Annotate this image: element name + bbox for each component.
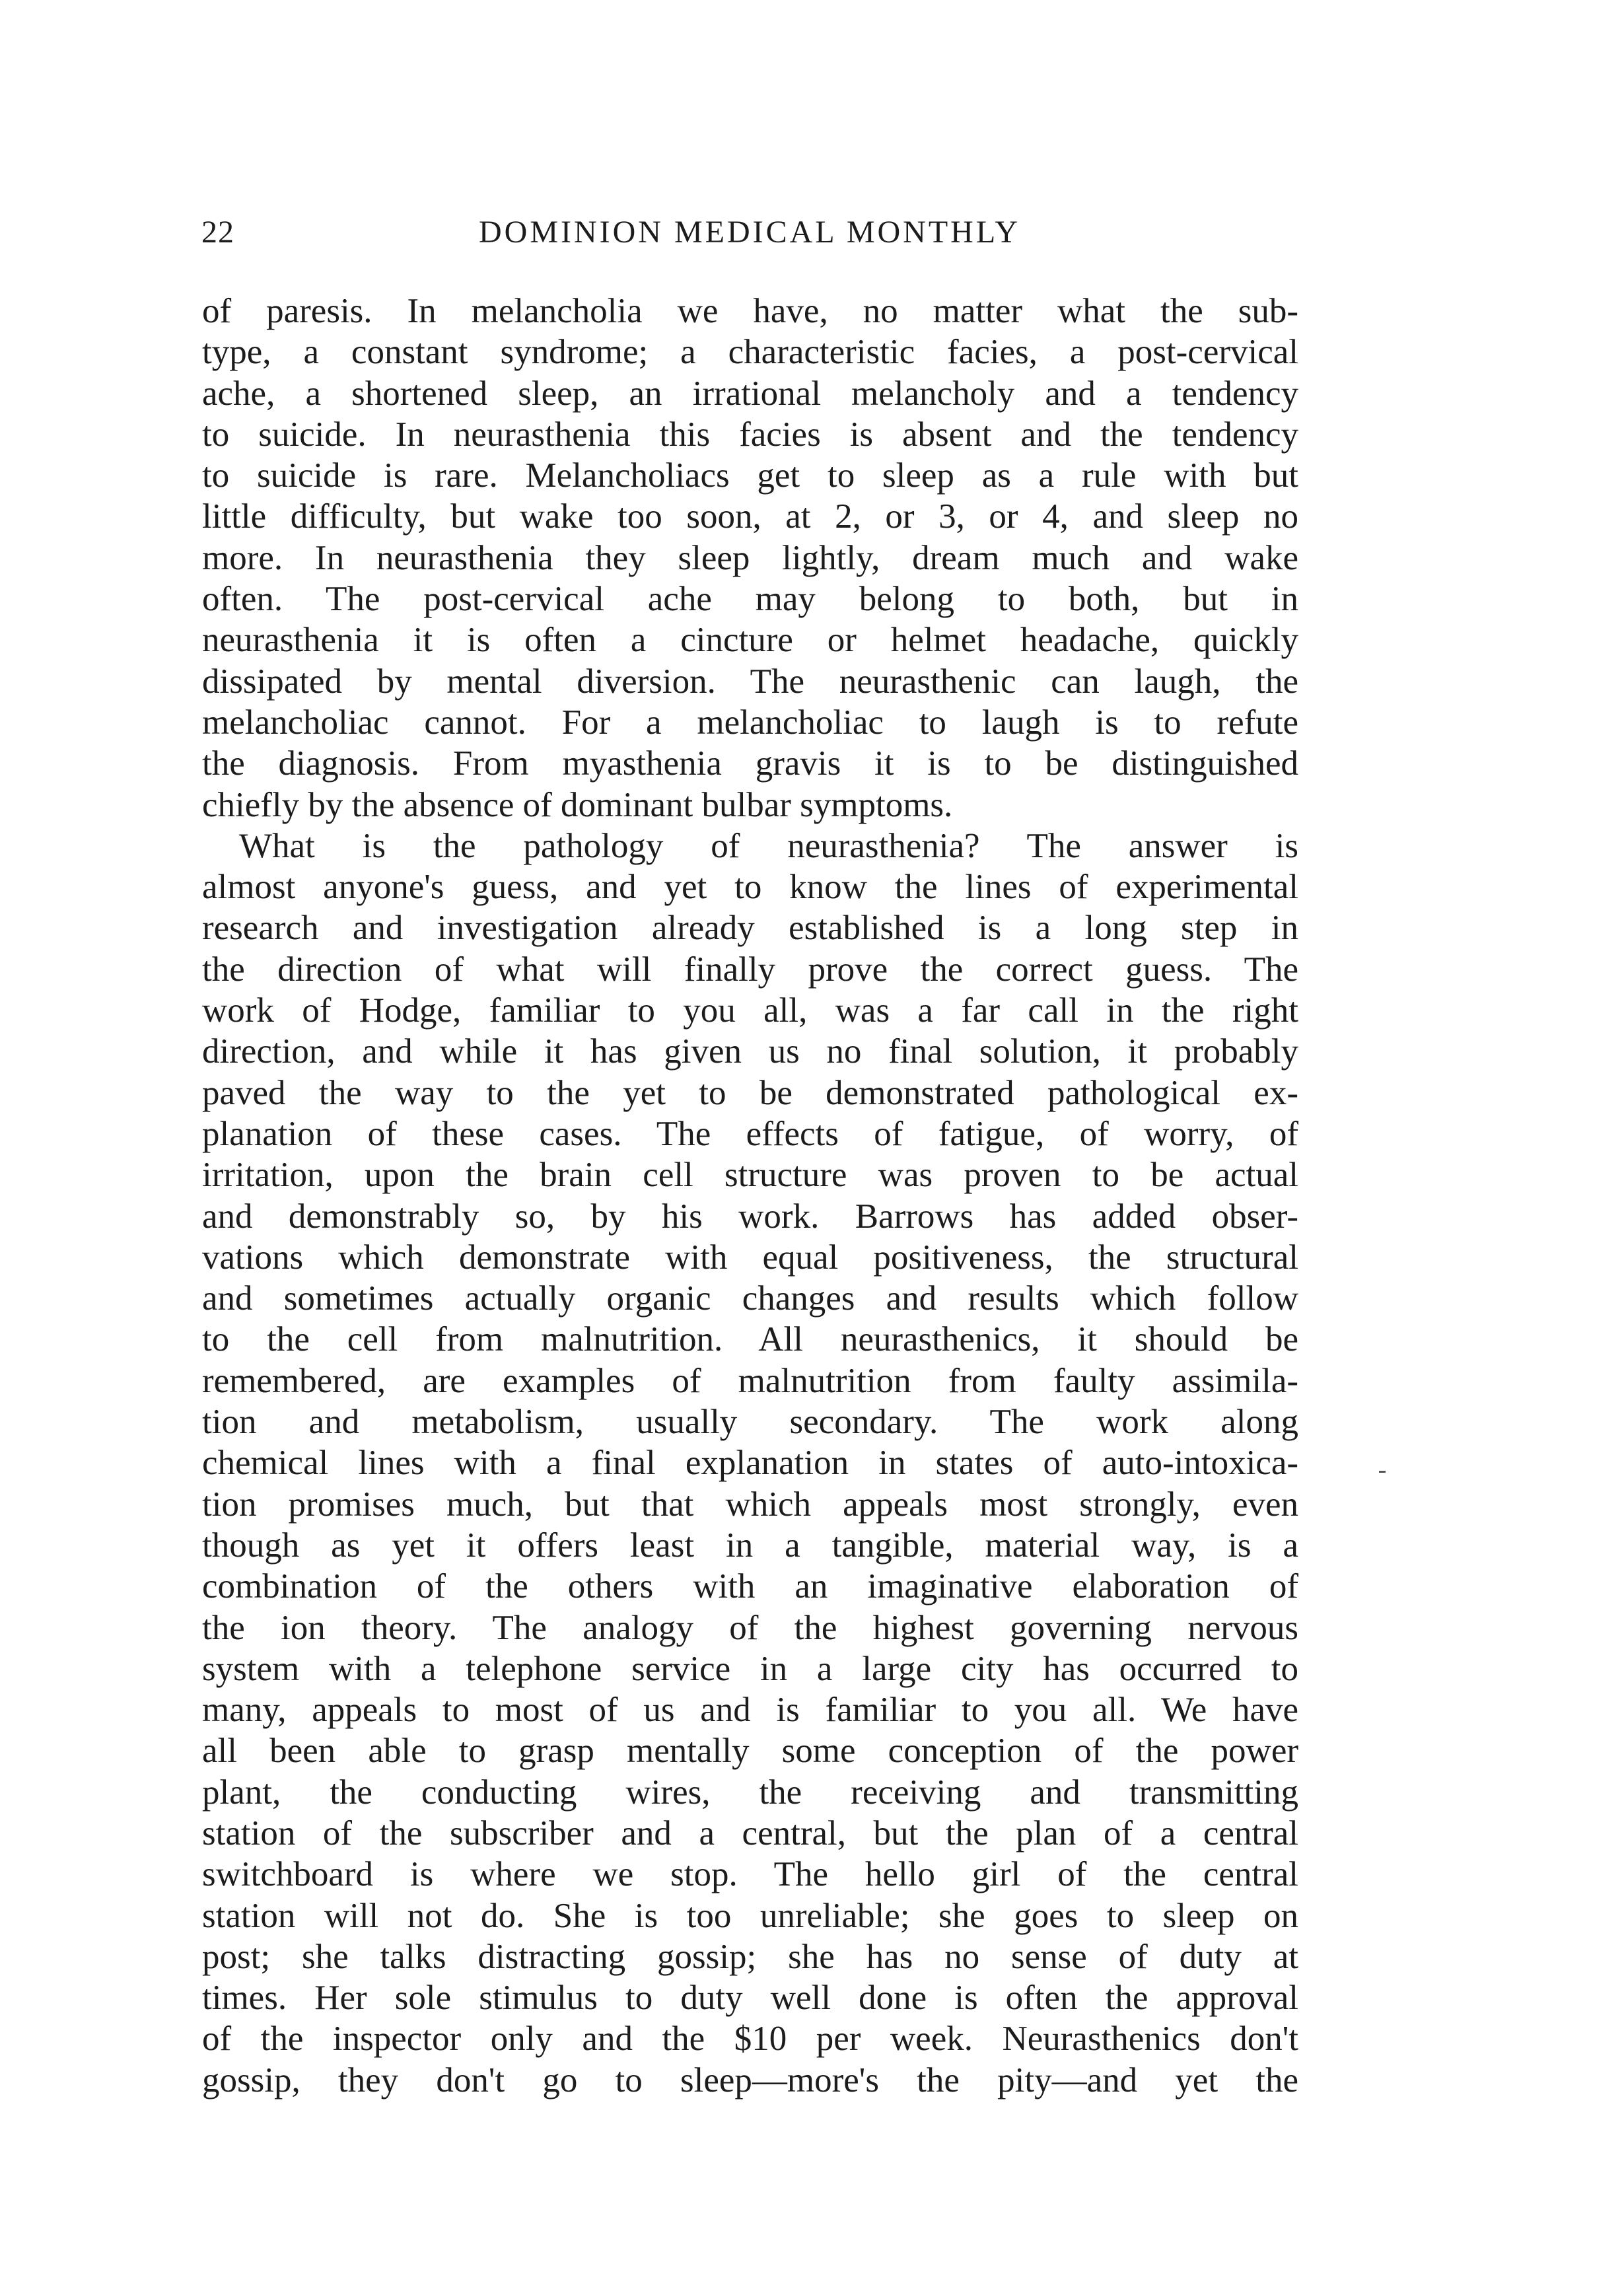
text-line: though as yet it offers least in a tangible, material way, is a bbox=[202, 1526, 1298, 1565]
text-line: the direction of what will finally prove the correct guess. The bbox=[202, 950, 1298, 989]
text-line: plant, the conducting wires, the receiving and transmitting bbox=[202, 1773, 1298, 1812]
text-line: planation of these cases. The effects of fatigue, of worry, of bbox=[202, 1114, 1298, 1153]
text-line: dissipated by mental diversion. The neurasthenic can laugh, the bbox=[202, 662, 1298, 701]
text-line: tion and metabolism, usually secondary. The work along bbox=[202, 1403, 1298, 1442]
running-head: DOMINION MEDICAL MONTHLY bbox=[478, 215, 1020, 250]
margin-mark bbox=[1379, 1471, 1386, 1473]
text-line: often. The post-cervical ache may belong to both, but in bbox=[202, 580, 1298, 619]
text-line: paved the way to the yet to be demonstrated pathological ex- bbox=[202, 1073, 1298, 1112]
text-line: station will not do. She is too unreliable; she goes to sleep on bbox=[202, 1896, 1298, 1935]
text-line: neurasthenia it is often a cincture or helmet headache, quickly bbox=[202, 621, 1298, 660]
text-line: switchboard is where we stop. The hello girl of the central bbox=[202, 1855, 1298, 1894]
text-line: What is the pathology of neurasthenia? The answer is bbox=[239, 826, 1298, 865]
text-line: chemical lines with a final explanation in states of auto-intoxica- bbox=[202, 1444, 1298, 1483]
text-line: almost anyone's guess, and yet to know the lines of experimental bbox=[202, 868, 1298, 907]
text-line: of paresis. In melancholia we have, no matter what the sub- bbox=[202, 292, 1298, 330]
text-line: times. Her sole stimulus to duty well done is often the approval bbox=[202, 1979, 1298, 2018]
text-line: to suicide. In neurasthenia this facies is absent and the tendency bbox=[202, 415, 1298, 454]
text-line: more. In neurasthenia they sleep lightly, dream much and wake bbox=[202, 538, 1298, 577]
text-line: of the inspector only and the $10 per week. Neurasthenics don't bbox=[202, 2020, 1298, 2059]
text-line: the ion theory. The analogy of the highest governing nervous bbox=[202, 1608, 1298, 1647]
text-line: combination of the others with an imaginative elaboration of bbox=[202, 1567, 1298, 1606]
text-line: system with a telephone service in a large city has occurred to bbox=[202, 1649, 1298, 1688]
text-line: vations which demonstrate with equal positiveness, the structural bbox=[202, 1238, 1298, 1277]
text-line: little difficulty, but wake too soon, at 2, or 3, or 4, and sleep no bbox=[202, 497, 1298, 536]
page-number: 22 bbox=[201, 215, 234, 250]
text-line: irritation, upon the brain cell structure was proven to be actual bbox=[202, 1156, 1298, 1195]
text-line: direction, and while it has given us no final solution, it probably bbox=[202, 1032, 1298, 1071]
text-line: to suicide is rare. Melancholiacs get to sleep as a rule with but bbox=[202, 456, 1298, 495]
text-line: ache, a shortened sleep, an irrational melancholy and a tendency bbox=[202, 374, 1298, 413]
body-text bbox=[202, 291, 1298, 2101]
page-header bbox=[201, 213, 1298, 252]
text-line: type, a constant syndrome; a characteristic facies, a post-cervical bbox=[202, 333, 1298, 372]
text-line: and sometimes actually organic changes and results which follow bbox=[202, 1279, 1298, 1318]
text-line: the diagnosis. From myasthenia gravis it is to be distinguished bbox=[202, 744, 1298, 783]
text-line: chiefly by the absence of dominant bulbar symptoms. bbox=[202, 785, 953, 824]
text-line: research and investigation already established is a long step in bbox=[202, 909, 1298, 948]
text-line: post; she talks distracting gossip; she has no sense of duty at bbox=[202, 1937, 1298, 1976]
text-line: many, appeals to most of us and is familiar to you all. We have bbox=[202, 1691, 1298, 1730]
text-line: melancholiac cannot. For a melancholiac to laugh is to refute bbox=[202, 703, 1298, 742]
text-line: and demonstrably so, by his work. Barrows has added obser- bbox=[202, 1197, 1298, 1236]
text-line: station of the subscriber and a central, but the plan of a central bbox=[202, 1814, 1298, 1852]
text-line: all been able to grasp mentally some conception of the power bbox=[202, 1732, 1298, 1771]
text-line: remembered, are examples of malnutrition from faulty assimila- bbox=[202, 1361, 1298, 1400]
text-line: work of Hodge, familiar to you all, was a far call in the right bbox=[202, 991, 1298, 1030]
text-line: to the cell from malnutrition. All neurasthenics, it should be bbox=[202, 1320, 1298, 1359]
text-line: tion promises much, but that which appeals most strongly, even bbox=[202, 1485, 1298, 1524]
text-line: gossip, they don't go to sleep—more's the pity—and yet the bbox=[202, 2061, 1298, 2099]
